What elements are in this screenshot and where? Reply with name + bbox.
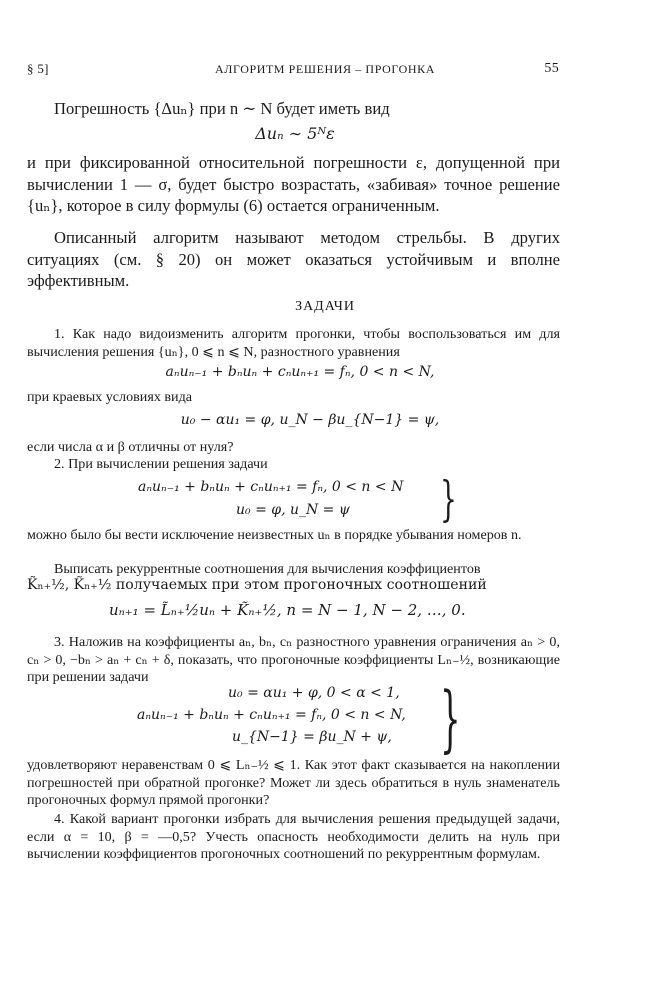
problem-3-system-line-3: u_{N−1} = βu_N + ψ, xyxy=(232,729,392,745)
problem-1-text-2: при краевых условиях вида xyxy=(27,389,193,405)
formula-growth: Δuₙ ∼ 5ᴺε xyxy=(255,124,335,143)
problems-heading: ЗАДАЧИ xyxy=(295,299,355,314)
problem-3-system-line-1: u₀ = αu₁ + φ, 0 < α < 1, xyxy=(228,685,400,701)
problem-2-text-2: можно было бы вести исключение неизвестных uₙ в порядке убывания номеров n. xyxy=(27,527,522,543)
problem-3-text: 3. Наложив на коэффициенты aₙ, bₙ, cₙ разностного уравнения ограничения aₙ > 0, cₙ > 0, −bₙ > aₙ + cₙ + δ, показать, что прогоночные коэффициенты Lₙ₋½, возникающие при решении задачи xyxy=(27,634,560,686)
intro-paragraph-2: Описанный алгоритм называют методом стрельбы. В других ситуациях (см. § 20) он может оказаться устойчивым и вполне эффективным. xyxy=(27,228,560,291)
problem-2-equation: uₙ₊₁ = L̃ₙ₊½uₙ + K̃ₙ₊½, n = N − 1, N − 2, …, 0. xyxy=(109,601,466,619)
problem-1-text: 1. Как надо видоизменить алгоритм прогонки, чтобы воспользоваться им для вычисления решения {uₙ}, 0 ⩽ n ⩽ N, разностного уравнения xyxy=(27,326,560,360)
system-brace: } xyxy=(440,676,461,760)
problem-2-text-4: K̃ₙ₊½, K̃ₙ₊½ получаемых при этом прогоночных соотношений xyxy=(27,577,487,593)
page-number: 55 xyxy=(544,61,559,76)
problem-1-text-3: если числа α и β отличны от нуля? xyxy=(27,439,234,455)
problem-3-text-2: удовлетворяют неравенствам 0 ⩽ Lₙ₋½ ⩽ 1. Как этот факт сказывается на накоплении погрешностей при обратной прогонке? Может ли здесь обратиться в нуль знаменатель прогоночных формул прямой прогонки? xyxy=(27,757,560,809)
running-title: АЛГОРИТМ РЕШЕНИЯ – ПРОГОНКА xyxy=(214,62,436,76)
intro-line: Погрешность {Δuₙ} при n ∼ N будет иметь вид xyxy=(54,99,390,118)
intro-paragraph-1: и при фиксированной относительной погрешности ε, допущенной при вычислении 1 — σ, будет быстро возрастать, «забивая» точное решение {uₙ}, которое в силу формулы (6) остается ограниченным. xyxy=(27,153,560,216)
problem-2-text-3: Выписать рекуррентные соотношения для вычисления коэффициентов xyxy=(54,561,481,577)
problem-4-text: 4. Какой вариант прогонки избрать для вычисления решения предыдущей задачи, если α = 10, β = —0,5? Учесть опасность необходимости делить на нуль при вычислении коэффициентов прогоночных соотношений по рекуррентным формулам. xyxy=(27,811,560,863)
problem-2-system-line-1: aₙuₙ₋₁ + bₙuₙ + cₙuₙ₊₁ = fₙ, 0 < n < N xyxy=(138,479,404,495)
problem-2-text: 2. При вычислении решения задачи xyxy=(54,456,268,472)
problem-2-system-line-2: u₀ = φ, u_N = ψ xyxy=(236,502,350,518)
problem-3-system-line-2: aₙuₙ₋₁ + bₙuₙ + cₙuₙ₊₁ = fₙ, 0 < n < N, xyxy=(137,707,406,723)
system-brace: } xyxy=(440,471,457,527)
section-marker: § 5] xyxy=(27,61,49,76)
problem-1-boundary: u₀ − αu₁ = φ, u_N − βu_{N−1} = ψ, xyxy=(180,412,440,428)
problem-1-equation: aₙuₙ₋₁ + bₙuₙ + cₙuₙ₊₁ = fₙ, 0 < n < N, xyxy=(165,364,435,380)
